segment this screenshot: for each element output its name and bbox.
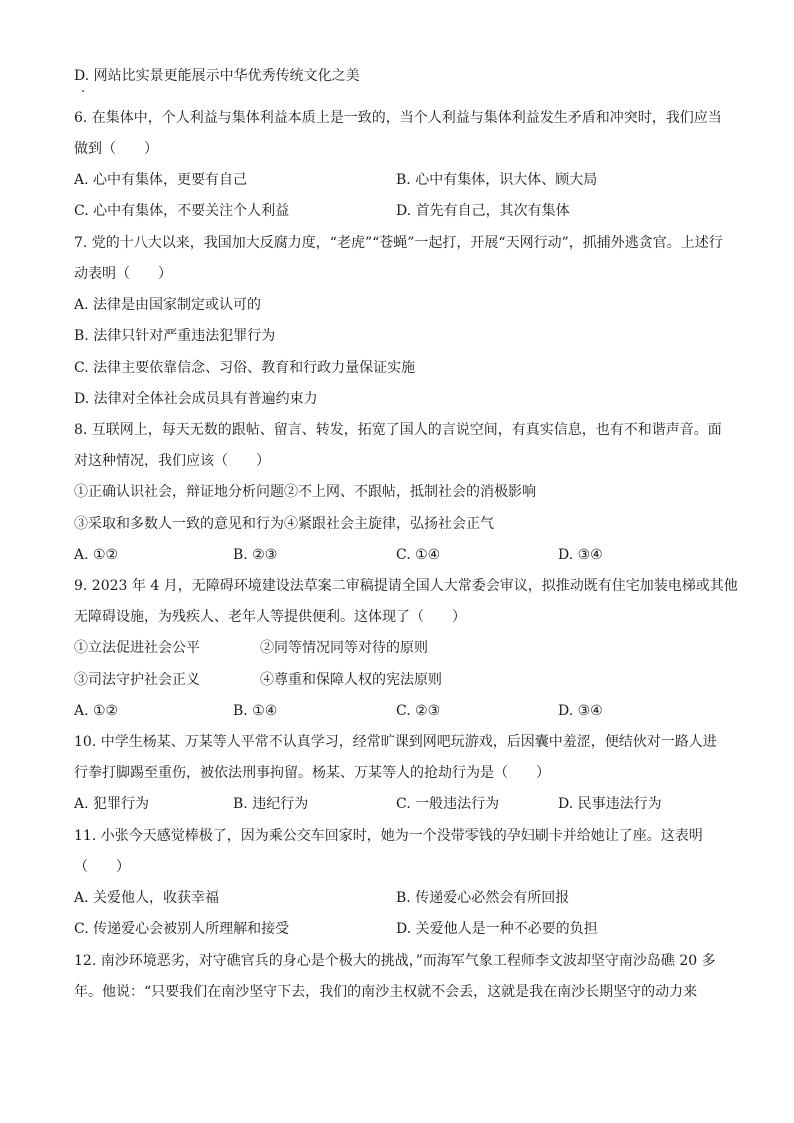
q9-item-3: ③司法守护社会正义 [74, 672, 200, 688]
q10-stem: 10. 中学生杨某、万某等人平常不认真学习，经常旷课到网吧玩游戏，后因囊中羞涩，便结伙对一路人进 [74, 734, 717, 750]
q10-option-b[interactable]: B. 违纪行为 [233, 796, 309, 812]
q9-option-b[interactable]: B. ①④ [233, 703, 278, 719]
q6-option-a[interactable]: A. 心中有集体，更要有自己 [74, 172, 248, 188]
q9-option-c[interactable]: C. ②③ [396, 703, 441, 719]
q11-option-c[interactable]: C. 传递爱心会被别人所理解和接受 [74, 921, 290, 937]
q9-stem-cont: 无障碍设施，为残疾人、老年人等提供便利。这体现了（ ） [74, 609, 466, 625]
q6-option-d[interactable]: D. 首先有自己，其次有集体 [396, 203, 570, 219]
q8-option-b[interactable]: B. ②③ [233, 547, 278, 563]
q7-stem: 7. 党的十八大以来，我国加大反腐力度，“老虎”“苍蝇”一起打，开展“天网行动”，抓捕外逃贪官。上述行 [74, 235, 723, 251]
q11-option-a[interactable]: A. 关爱他人，收获幸福 [74, 890, 220, 906]
q11-stem-cont: （ ） [74, 859, 130, 875]
q6-option-c[interactable]: C. 心中有集体，不要关注个人利益 [74, 203, 290, 219]
q10-option-c[interactable]: C. 一般违法行为 [396, 796, 500, 812]
q11-option-b[interactable]: B. 传递爱心必然会有所回报 [396, 890, 570, 906]
q6-option-b[interactable]: B. 心中有集体，识大体、顾大局 [396, 172, 598, 188]
q10-stem-cont: 行拳打脚踢至重伤，被依法刑事拘留。杨某、万某等人的抢劫行为是（ ） [74, 765, 550, 781]
q8-option-c[interactable]: C. ①④ [396, 547, 441, 563]
q8-stem: 8. 互联网上，每天无数的跟帖、留言、转发，拓宽了国人的言说空间，有真实信息，也有不和谐声音。面 [74, 422, 722, 438]
q8-items-row1: ①正确认识社会，辩证地分析问题②不上网、不跟帖，抵制社会的消极影响 [74, 484, 536, 500]
q7-option-d[interactable]: D. 法律对全体社会成员具有普遍约束力 [74, 391, 318, 407]
q9-item-4: ④尊重和保障人权的宪法原则 [260, 672, 442, 688]
q12-stem: 12. 南沙环境恶劣，对守礁官兵的身心是个极大的挑战，”而海军气象工程师李文波却坚守南沙岛礁 20 多 [74, 953, 716, 969]
q12-stem-cont: 年。他说：“只要我们在南沙坚守下去，我们的南沙主权就不会丢，这就是我在南沙长期坚守的动力来 [74, 984, 698, 1000]
q10-option-a[interactable]: A. 犯罪行为 [74, 796, 150, 812]
q7-option-b[interactable]: B. 法律只针对严重违法犯罪行为 [74, 328, 276, 344]
q8-option-d[interactable]: D. ③④ [558, 547, 603, 563]
q11-stem: 11. 小张今天感觉棒极了，因为乘公交车回家时，她为一个没带零钱的孕妇刷卡并给她让了座。这表明 [74, 828, 703, 844]
q8-items-row2: ③采取和多数人一致的意见和行为④紧跟社会主旋律，弘扬社会正气 [74, 516, 494, 532]
q10-option-d[interactable]: D. 民事违法行为 [558, 796, 662, 812]
q9-item-1: ①立法促进社会公平 [74, 640, 200, 656]
q7-option-a[interactable]: A. 法律是由国家制定或认可的 [74, 297, 262, 313]
q11-option-d[interactable]: D. 关爱他人是一种不必要的负担 [396, 921, 598, 937]
q9-option-d[interactable]: D. ③④ [558, 703, 603, 719]
q9-option-a[interactable]: A. ①② [74, 703, 119, 719]
q7-stem-cont: 动表明（ ） [74, 266, 172, 282]
q8-stem-cont: 对这种情况，我们应该（ ） [74, 453, 270, 469]
q5-option-d: D. 网站比实景更能展示中华优秀传统文化之美 [74, 68, 360, 84]
q6-stem: 6. 在集体中，个人利益与集体利益本质上是一致的，当个人利益与集体利益发生矛盾和冲突时，我们应当 [74, 110, 722, 126]
q7-option-c[interactable]: C. 法律主要依靠信念、习俗、教育和行政力量保证实施 [74, 360, 416, 376]
q6-stem-cont: 做到（ ） [74, 141, 158, 157]
q9-stem: 9. 2023 年 4 月，无障碍环境建设法草案二审稿提请全国人大常委会审议，拟推动既有住宅加装电梯或其他 [74, 578, 738, 594]
q8-option-a[interactable]: A. ①② [74, 547, 119, 563]
stray-dot [82, 90, 84, 92]
q9-item-2: ②同等情况同等对待的原则 [260, 640, 428, 656]
